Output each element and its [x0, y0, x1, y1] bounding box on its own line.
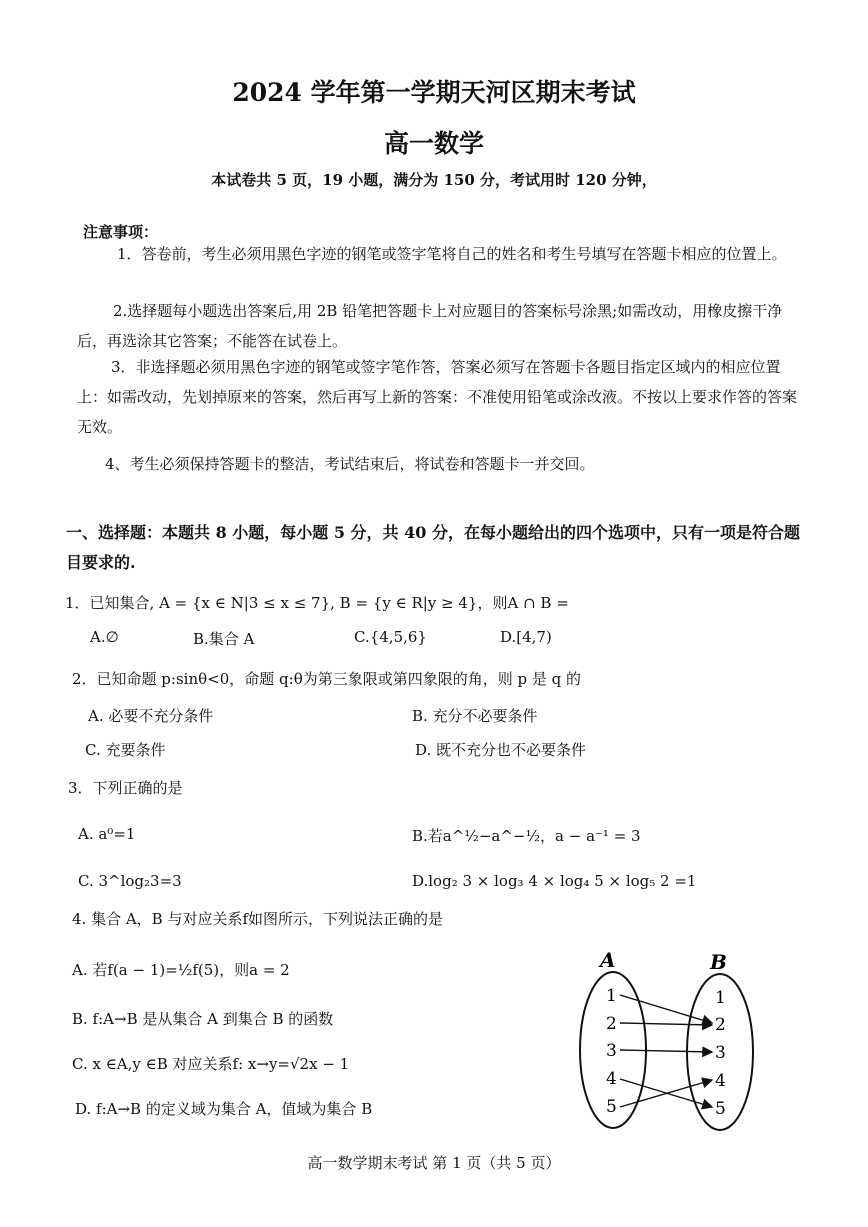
notes-heading: 注意事项：	[83, 223, 159, 241]
set-a-label: A	[600, 948, 616, 972]
q1-option-b: B.集合 A	[193, 630, 255, 648]
note-item-1: 1．答卷前，考生必须用黑色字迹的钢笔或签字笔将自己的姓名和考生号填写在答题卡相应的位置上。	[117, 245, 787, 263]
q4-option-c: C. x ∈A,y ∈B 对应关系f: x→y=√2x − 1	[72, 1055, 350, 1073]
q2-option-b: B. 充分不必要条件	[412, 707, 538, 725]
question-1-stem: 1．已知集合, A = {x ∈ N|3 ≤ x ≤ 7}, B = {y ∈ R|y ≥ 4}，则A ∩ B =	[65, 594, 569, 612]
section-heading: 一、选择题：本题共 8 小题，每小题 5 分，共 40 分，在每小题给出的四个选项中，只有一项是符合题目要求的.	[66, 523, 800, 572]
page-footer: 高一数学期末考试 第 1 页（共 5 页）	[307, 1154, 561, 1172]
subject-title: 高一数学	[383, 129, 484, 158]
q2-option-a: A. 必要不充分条件	[88, 707, 214, 725]
set-b-label: B	[710, 950, 727, 974]
question-2-stem: 2．已知命题 p:sinθ<0，命题 q:θ为第三象限或第四象限的角，则 p 是 q 的	[72, 670, 581, 688]
b-element-1: 1	[715, 988, 726, 1008]
a-element-3: 3	[606, 1041, 617, 1061]
q1-option-a: A.∅	[90, 628, 119, 646]
q2-option-c: C. 充要条件	[85, 741, 166, 759]
exam-title: 2024 学年第一学期天河区期末考试	[232, 78, 636, 107]
q3-option-b: B.若a^½−a^−½，a − a⁻¹ = 3	[412, 827, 641, 845]
note-item-4: 4、考生必须保持答题卡的整洁，考试结束后，将试卷和答题卡一并交回。	[105, 455, 595, 473]
exam-info: 本试卷共 5 页，19 小题，满分为 150 分，考试用时 120 分钟，	[211, 171, 657, 189]
b-element-4: 4	[715, 1071, 726, 1091]
q4-option-a: A. 若f(a − 1)=½f(5)，则a = 2	[72, 961, 290, 979]
q1-option-d: D.[4,7)	[500, 628, 552, 646]
mapping-diagram	[570, 945, 770, 1135]
question-4-stem: 4. 集合 A，B 与对应关系f如图所示，下列说法正确的是	[72, 910, 444, 928]
a-element-4: 4	[606, 1069, 617, 1089]
q4-option-d: D. f:A→B 的定义域为集合 A，值域为集合 B	[75, 1100, 373, 1118]
note-item-2: 2.选择题每小题选出答案后,用 2B 铅笔把答题卡上对应题目的答案标号涂黑;如需改动，用橡皮擦干净后，再选涂其它答案；不能答在试卷上。	[77, 302, 783, 350]
q3-option-c: C. 3^log₂3=3	[78, 872, 182, 890]
q3-option-a: A. a⁰=1	[78, 825, 136, 843]
b-element-2: 2	[715, 1015, 726, 1035]
q3-option-d: D.log₂ 3 × log₃ 4 × log₄ 5 × log₅ 2 =1	[412, 872, 697, 890]
arrow-2-to-2	[620, 1023, 712, 1025]
b-element-5: 5	[715, 1099, 726, 1119]
a-element-2: 2	[606, 1014, 617, 1034]
a-element-5: 5	[606, 1097, 617, 1117]
b-element-3: 3	[715, 1043, 726, 1063]
a-element-1: 1	[606, 986, 617, 1006]
q2-option-d: D. 既不充分也不必要条件	[415, 741, 587, 759]
q1-option-c: C.{4,5,6}	[354, 628, 427, 646]
question-3-stem: 3．下列正确的是	[68, 779, 183, 797]
note-item-3: 3．非选择题必须用黑色字迹的钢笔或签字笔作答，答案必须写在答题卡各题目指定区域内的相应位置上：如需改动，先划掉原来的答案，然后再写上新的答案：不准使用铅笔或涂改液。不按以上要求作答的答案无效。	[77, 358, 798, 436]
arrow-1-to-2	[620, 995, 712, 1023]
arrow-3-to-3	[620, 1050, 712, 1052]
q4-option-b: B. f:A→B 是从集合 A 到集合 B 的函数	[72, 1010, 334, 1028]
